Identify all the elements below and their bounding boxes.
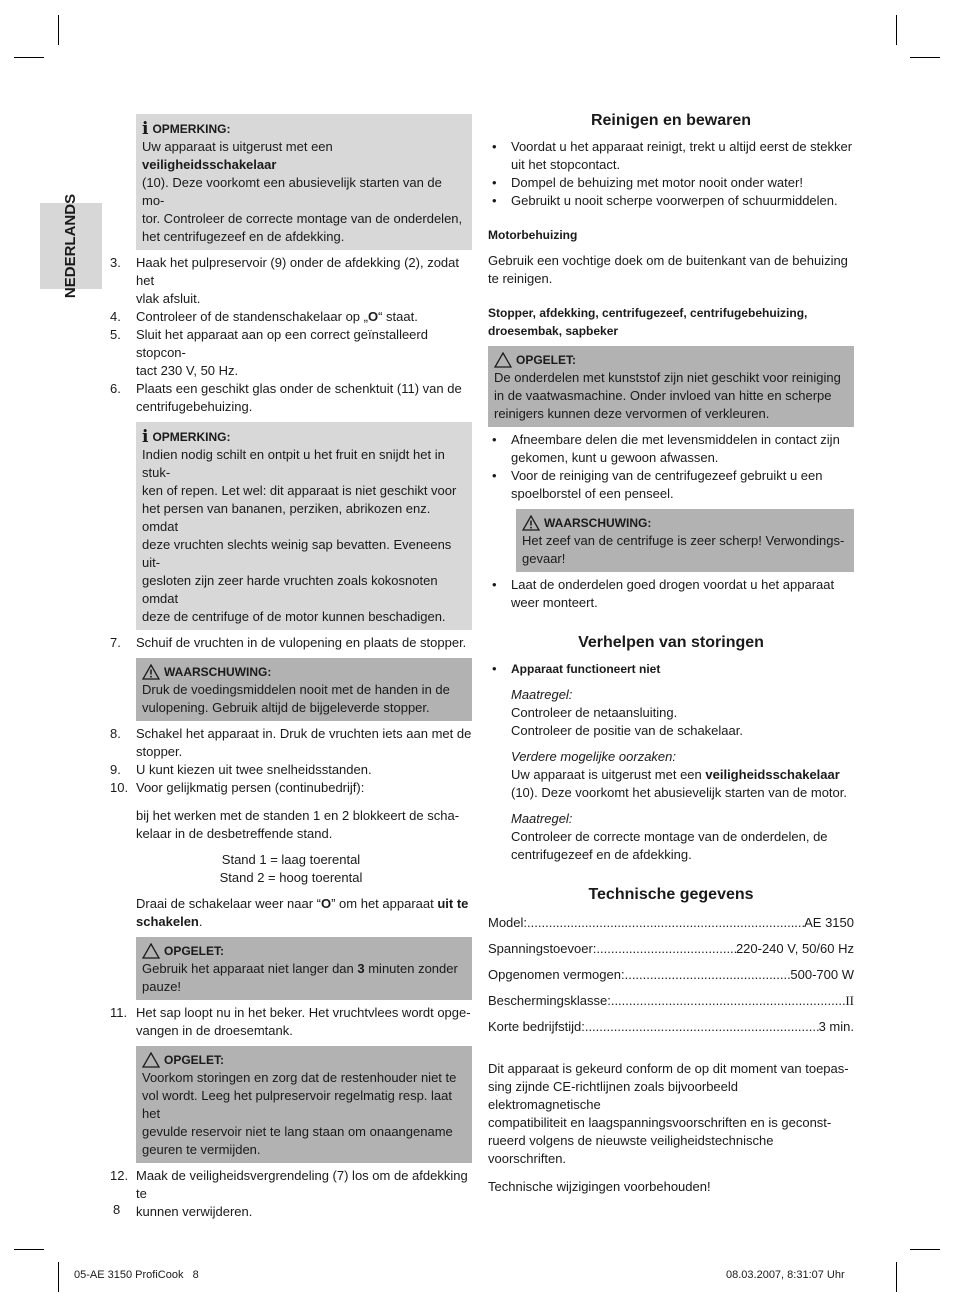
- ce-text: sing zijnde CE-richtlijnen zoals bijvoorbeeld elektromagnetische: [488, 1079, 739, 1112]
- step-text: centrifugebehuizing.: [136, 399, 253, 414]
- caution-text: De onderdelen met kunststof zijn niet geschikt voor reiniging: [494, 370, 841, 385]
- note-text: het persen van bananen, perziken, abrikozen enz. omdat: [142, 501, 431, 534]
- caution-triangle-icon: [494, 352, 512, 368]
- cause-label: Verdere mogelijke oorzaken:: [511, 749, 676, 764]
- caution-text: vol wordt. Leeg het pulpreservoir regelmatig resp. laat het: [142, 1088, 452, 1121]
- step-text: Controleer of de standenschakelaar op „: [136, 309, 368, 324]
- list-item-text: Laat de onderdelen goed drogen voordat u het apparaat: [511, 577, 835, 592]
- crop-mark: [14, 57, 44, 58]
- list-item: • Afneembare delen die met levensmiddelen in contact zijn gekomen, kunt u gewoon afwassen.: [492, 432, 840, 465]
- ce-text: Dit apparaat is gekeurd conform de op dit moment van toepas-: [488, 1061, 849, 1076]
- spec-row: [488, 914, 854, 940]
- spec-row: [488, 940, 854, 966]
- list-item-text: uit het stopcontact.: [511, 157, 621, 172]
- step-number: 8.: [110, 726, 121, 741]
- caution-text: Voorkom storingen en zorg dat de restenhouder niet te: [142, 1070, 457, 1085]
- subheading-text: droesembak, sapbeker: [488, 324, 619, 338]
- step-8: [110, 725, 472, 761]
- list-item-text: spoelborstel of een penseel.: [511, 486, 674, 501]
- step-text: Voor gelijkmatig persen (continubedrijf):: [136, 780, 365, 795]
- language-tab-label: NEDERLANDS: [62, 193, 79, 299]
- list-item-text: Afneembare delen die met levensmiddelen in contact zijn: [511, 432, 840, 447]
- step-6: [110, 380, 472, 416]
- subheading-text: Stopper, afdekking, centrifugezeef, centrifugebehuizing,: [488, 306, 808, 320]
- note-text: deze vruchten slechts weinig sap bevatten. Eveneens uit-: [142, 537, 452, 570]
- warning-triangle-icon: [142, 664, 160, 680]
- note-text: Indien nodig schilt en ontpit u het fruit en snijdt het in stuk-: [142, 447, 445, 480]
- cause-text: Uw apparaat is uitgerust met een: [511, 767, 706, 782]
- step-9: [110, 761, 472, 779]
- spec-label: Beschermingsklasse:: [488, 993, 611, 1008]
- paragraph-text: te reinigen.: [488, 271, 553, 286]
- warning-text: Druk de voedingsmiddelen nooit met de handen in de: [142, 682, 450, 697]
- section-heading-troubleshooting: Verhelpen van storingen: [578, 634, 764, 651]
- measure-text: Controleer de positie van de schakelaar.: [511, 723, 743, 738]
- note-box: [136, 422, 472, 630]
- step-text-bold: O: [367, 309, 379, 324]
- step-number: 4.: [110, 309, 121, 324]
- step-number: 11.: [110, 1005, 128, 1020]
- caution-text: gevulde reservoir niet te lang staan om onaangename: [142, 1124, 453, 1139]
- step-text: stopper.: [136, 744, 183, 759]
- step-3: [110, 254, 472, 308]
- step-text: Het sap loopt nu in het beker. Het vruchtvlees wordt opge-: [136, 1005, 471, 1020]
- warning-heading: WAARSCHUWING:: [164, 665, 272, 679]
- list-item: • Voor de reiniging van de centrifugezeef gebruikt u een spoelborstel of een penseel.: [492, 468, 823, 501]
- crop-mark: [896, 1262, 897, 1292]
- step-text: vlak afsluit.: [136, 291, 201, 306]
- caution-box: [136, 1046, 472, 1163]
- step-7: [110, 634, 472, 652]
- footer-file-info: 05-AE 3150 ProfiCook 8: [74, 1269, 199, 1281]
- paragraph-text: .: [198, 914, 203, 929]
- speed-setting-1: Stand 1 = laag toerental: [221, 852, 361, 867]
- section-heading-cleaning: Reinigen en bewaren: [590, 112, 752, 129]
- crop-mark: [910, 57, 940, 58]
- spec-value: 500-700 W: [790, 967, 854, 982]
- step-text: “ staat.: [378, 309, 418, 324]
- note-text: gesloten zijn zeer harde vruchten zoals kokosnoten omdat: [142, 573, 438, 606]
- crop-mark: [58, 1262, 59, 1292]
- paragraph-text-bold: O: [320, 896, 332, 911]
- note-heading: OPMERKING:: [152, 430, 231, 444]
- spec-value: 220-240 V, 50/60 Hz: [735, 941, 854, 956]
- note-text: ken of repen. Let wel: dit apparaat is niet geschikt voor: [142, 483, 457, 498]
- step-text: kunnen verwijderen.: [136, 1204, 253, 1219]
- measure-text: centrifugezeef en de afdekking.: [511, 847, 692, 862]
- note-text: deze de centrifuge of de motor kunnen beschadigen.: [142, 609, 446, 624]
- crop-mark: [910, 1249, 940, 1250]
- note-box: [136, 114, 472, 250]
- ce-text: rueerd volgens de nieuwste veiligheidstechnische voorschriften.: [488, 1133, 774, 1166]
- note-text: Uw apparaat is uitgerust met een: [142, 139, 333, 154]
- spec-label: Opgenomen vermogen:: [488, 967, 625, 982]
- step-text: Maak de veiligheidsvergrendeling (7) los om de afdekking te: [136, 1168, 468, 1201]
- step-number: 6.: [110, 381, 121, 396]
- paragraph-text-bold: schakelen: [136, 914, 199, 929]
- section-heading-technical-data: Technische gegevens: [588, 886, 754, 903]
- paragraph-text: kelaar in de desbetreffende stand.: [136, 826, 333, 841]
- step-4: [110, 308, 472, 326]
- spec-row: [488, 966, 854, 992]
- list-item-text: Voordat u het apparaat reinigt, trekt u altijd eerst de stekker: [511, 139, 853, 154]
- warning-text: vulopening. Gebruik altijd de bijgeleverde stopper.: [142, 700, 430, 715]
- ce-statement: [488, 1060, 854, 1168]
- right-column: [488, 110, 854, 1196]
- troubleshooting-detail: [511, 686, 854, 864]
- footer-timestamp: 08.03.2007, 8:31:07 Uhr: [726, 1269, 845, 1281]
- caution-heading: OPGELET:: [164, 1053, 225, 1067]
- step-text: Plaats een geschikt glas onder de schenktuit (11) van de: [136, 381, 462, 396]
- warning-text: gevaar!: [522, 551, 566, 566]
- technical-changes-note: Technische wijzigingen voorbehouden!: [488, 1179, 711, 1194]
- caution-triangle-icon: [142, 1052, 160, 1068]
- step-number: 10.: [110, 780, 129, 795]
- step-5: [110, 326, 472, 380]
- crop-mark: [58, 15, 59, 45]
- list-item: • Dompel de behuizing met motor nooit onder water!: [488, 174, 854, 192]
- cause-text-bold: veiligheidsschakelaar: [705, 767, 840, 782]
- caution-box: [488, 346, 854, 427]
- warning-box: [136, 658, 472, 721]
- note-text: tor. Controleer de correcte montage van de onderdelen,: [142, 211, 463, 226]
- note-text: (10). Deze voorkomt een abusievelijk starten van de mo-: [142, 175, 442, 208]
- paragraph: [136, 895, 472, 931]
- list-item: • Apparaat functioneert niet: [488, 660, 854, 678]
- measure-label: Maatregel:: [511, 811, 573, 826]
- note-text: het centrifugezeef en de afdekking.: [142, 229, 345, 244]
- list-item-text: Gebruikt u nooit scherpe voorwerpen of schuurmiddelen.: [511, 193, 838, 208]
- paragraph-text-bold: uit te: [437, 896, 469, 911]
- spec-label: Spanningstoevoer:: [488, 941, 597, 956]
- caution-text: Gebruik het apparaat niet langer dan: [142, 961, 358, 976]
- step-text: Schakel het apparaat in. Druk de vruchten iets aan met de: [136, 726, 472, 741]
- step-number: 3.: [110, 255, 121, 270]
- list-item-text: gekomen, kunt u gewoon afwassen.: [511, 450, 719, 465]
- warning-text: Het zeef van de centrifuge is zeer scherp! Verwondings-: [522, 533, 845, 548]
- step-text: tact 230 V, 50 Hz.: [136, 363, 239, 378]
- subheading-parts: [488, 304, 854, 340]
- step-text: Sluit het apparaat aan op een correct geïnstalleerd stopcon-: [136, 327, 428, 360]
- note-text-bold: veiligheidsschakelaar: [142, 157, 277, 172]
- info-icon: i: [142, 427, 149, 447]
- step-text: Haak het pulpreservoir (9) onder de afdekking (2), zodat het: [136, 255, 460, 288]
- list-item-text: Dompel de behuizing met motor nooit onder water!: [511, 175, 803, 190]
- spec-value: AE 3150: [804, 915, 854, 930]
- step-number: 5.: [110, 327, 121, 342]
- warning-box: [516, 509, 854, 572]
- caution-text: reinigers kunnen deze vervormen of verkleuren.: [494, 406, 770, 421]
- subheading-motor: Motorbehuizing: [488, 228, 578, 242]
- language-tab: [40, 193, 102, 299]
- crop-mark: [14, 1249, 44, 1250]
- step-text: Schuif de vruchten in de vulopening en plaats de stopper.: [136, 635, 467, 650]
- step-text: vangen in de droesemtank.: [136, 1023, 293, 1038]
- spec-label: Korte bedrijfstijd:: [488, 1019, 585, 1034]
- list-item-text: Voor de reiniging van de centrifugezeef gebruikt u een: [511, 468, 823, 483]
- measure-text: Controleer de correcte montage van de onderdelen, de: [511, 829, 828, 844]
- step-number: 12.: [110, 1168, 129, 1183]
- ce-text: compatibiliteit en laagspanningsvoorschriften en is geconst-: [488, 1115, 832, 1130]
- note-heading: OPMERKING:: [152, 122, 231, 136]
- page-number: 8: [113, 1202, 121, 1217]
- caution-text: minuten zonder: [364, 961, 458, 976]
- spec-table: [488, 914, 854, 1044]
- list-item: • Voordat u het apparaat reinigt, trekt u altijd eerst de stekker uit het stopcontact.: [492, 139, 853, 172]
- caution-text: pauze!: [142, 979, 182, 994]
- caution-text: geuren te vermijden.: [142, 1142, 261, 1157]
- list-item-text: weer monteert.: [511, 595, 598, 610]
- caution-text-bold: 3: [357, 961, 365, 976]
- speed-settings: [110, 851, 472, 887]
- cause-text: (10). Deze voorkomt het abusievelijk starten van de motor.: [511, 785, 847, 800]
- info-icon: i: [142, 119, 149, 139]
- crop-mark: [896, 15, 897, 45]
- spec-value: II: [845, 993, 854, 1008]
- paragraph-text: Draai de schakelaar weer naar “: [136, 896, 321, 911]
- paragraph-text: bij het werken met de standen 1 en 2 blokkeert de scha-: [136, 808, 460, 823]
- spec-row: [488, 1018, 854, 1044]
- list-item: • Laat de onderdelen goed drogen voordat u het apparaat weer monteert.: [492, 577, 835, 610]
- speed-setting-2: Stand 2 = hoog toerental: [219, 870, 363, 885]
- list-item-text: Apparaat functioneert niet: [511, 662, 661, 676]
- spec-value: 3 min.: [818, 1019, 854, 1034]
- spec-label: Model:: [488, 915, 528, 930]
- paragraph: [136, 807, 472, 843]
- step-number: 7.: [110, 635, 121, 650]
- caution-text: in de vaatwasmachine. Onder invloed van hitte en scherpe: [494, 388, 832, 403]
- measure-label: Maatregel:: [511, 687, 573, 702]
- step-11: [110, 1004, 472, 1040]
- list-item: • Gebruikt u nooit scherpe voorwerpen of schuurmiddelen.: [488, 192, 854, 210]
- warning-triangle-icon: [522, 515, 540, 531]
- warning-heading: WAARSCHUWING:: [544, 516, 652, 530]
- step-10: [110, 779, 472, 797]
- measure-text: Controleer de netaansluiting.: [511, 705, 678, 720]
- paragraph-text: Gebruik een vochtige doek om de buitenkant van de behuizing: [488, 253, 848, 268]
- step-number: 9.: [110, 762, 121, 777]
- paragraph-text: ” om het apparaat: [331, 896, 438, 911]
- step-text: U kunt kiezen uit twee snelheidsstanden.: [136, 762, 372, 777]
- caution-triangle-icon: [142, 943, 160, 959]
- step-12: [110, 1167, 472, 1221]
- spec-row: [488, 992, 854, 1018]
- caution-box: [136, 937, 472, 1000]
- caution-heading: OPGELET:: [164, 944, 225, 958]
- left-column: [110, 110, 472, 1221]
- caution-heading: OPGELET:: [516, 353, 577, 367]
